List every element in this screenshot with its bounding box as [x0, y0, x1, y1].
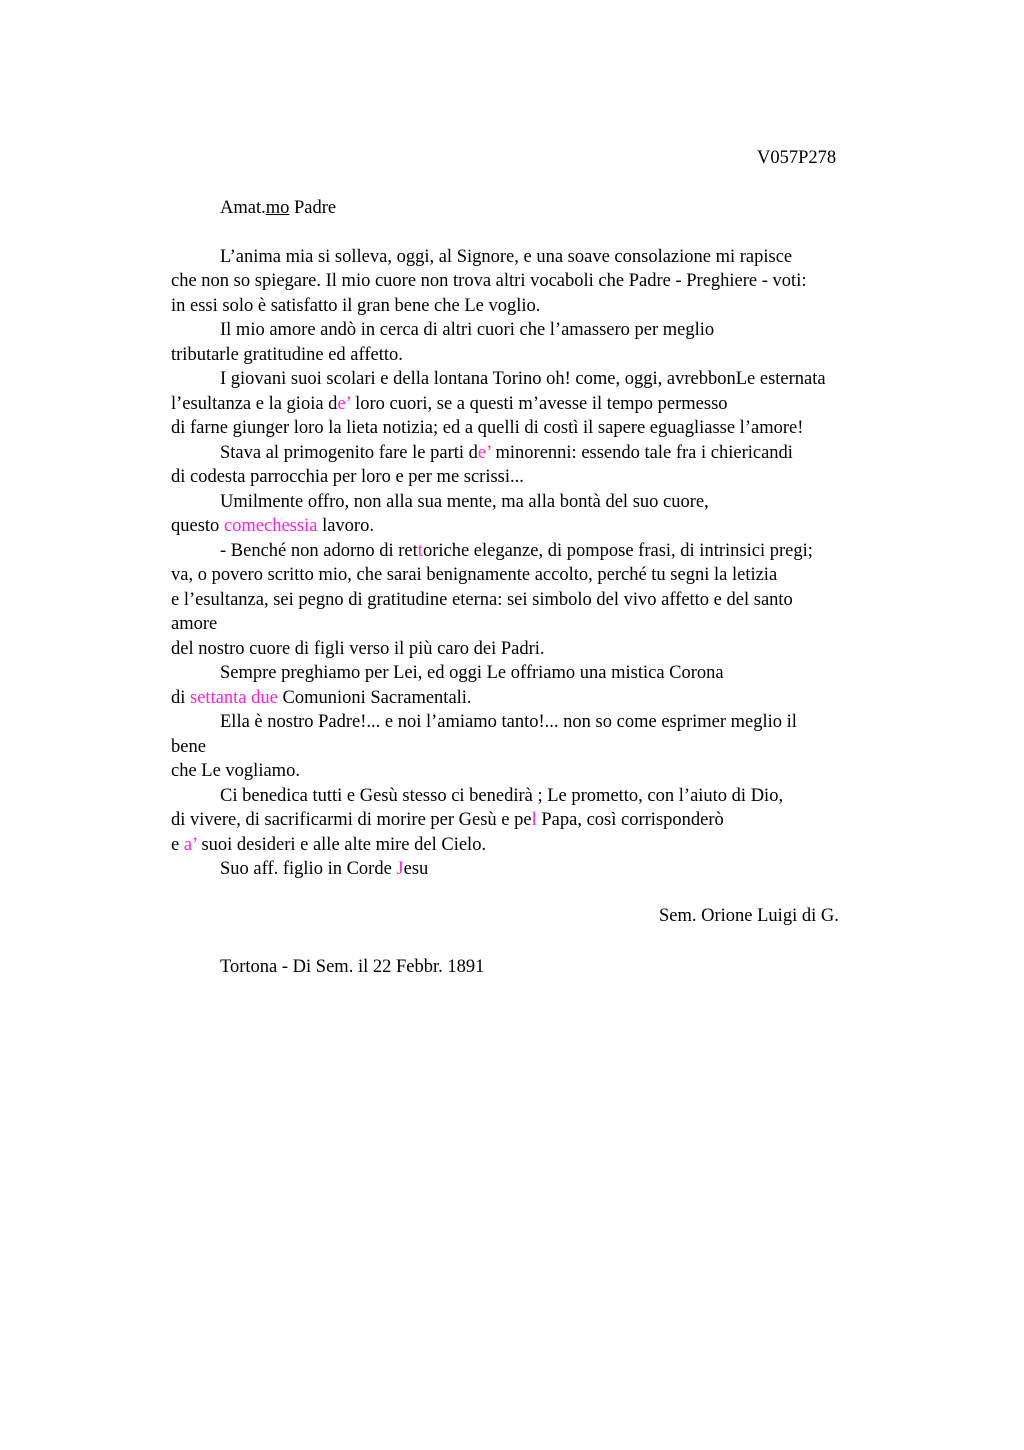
text-segment: Suo aff. figlio in Corde — [220, 859, 397, 879]
text-segment: Stava al primogenito fare le parti d — [220, 443, 478, 463]
text-segment: e — [171, 835, 184, 855]
salutation-underlined: mo — [265, 198, 290, 218]
highlighted-text: t — [417, 541, 423, 561]
text-line: Ci benedica tutti e Gesù stesso ci benedirà ; Le prometto, con l’aiuto di Dio, — [220, 786, 784, 806]
highlighted-text: a’ — [183, 835, 197, 855]
text-line: che non so spiegare. Il mio cuore non trova altri vocaboli che Padre - Preghiere - voti: — [171, 271, 807, 291]
text-segment: suoi desideri e alle alte mire del Cielo. — [196, 835, 487, 855]
text-line: I giovani suoi scolari e della lontana Torino oh! come, oggi, avrebbonLe esternata — [220, 369, 826, 389]
highlighted-text: l — [531, 810, 537, 830]
text-line — [171, 808, 724, 832]
text-segment: esu — [403, 859, 429, 879]
text-segment: di — [171, 688, 191, 708]
text-line: e l’esultanza, sei pegno di gratitudine eterna: sei simbolo del vivo affetto e del santo — [171, 590, 793, 610]
closing-line — [220, 857, 428, 881]
text-line: amore — [171, 614, 218, 634]
text-segment: Papa, così corrisponderò — [536, 810, 724, 830]
text-line: bene — [171, 737, 206, 757]
text-line: va, o povero scritto mio, che sarai benignamente accolto, perché tu segni la letizia — [171, 565, 778, 585]
text-line: L’anima mia si solleva, oggi, al Signore, e una soave consolazione mi rapisce — [220, 247, 793, 267]
text-segment: oriche eleganze, di pompose frasi, di intrinsici pregi; — [422, 541, 813, 561]
signature: Sem. Orione Luigi di G. — [659, 906, 839, 926]
text-segment: - Benché non adorno di ret — [220, 541, 418, 561]
text-line: in essi solo è satisfatto il gran bene che Le voglio. — [171, 296, 541, 316]
text-line: di farne giunger loro la lieta notizia; ed a quelli di costì il sapere eguagliasse l’amore! — [171, 418, 804, 438]
salutation-part: Amat. — [220, 198, 266, 218]
text-line: Il mio amore andò in cerca di altri cuori che l’amassero per meglio — [220, 320, 715, 340]
highlighted-text: e’ — [337, 394, 351, 414]
text-line — [171, 686, 472, 710]
text-line — [171, 392, 728, 416]
salutation — [220, 196, 336, 220]
highlighted-text: comechessia — [223, 516, 318, 536]
document-reference: V057P278 — [757, 148, 837, 168]
text-segment: l’esultanza e la gioia d — [171, 394, 338, 414]
text-line — [220, 539, 813, 563]
highlighted-text: e’ — [477, 443, 491, 463]
text-segment: di vivere, di sacrificarmi di morire per Gesù e pe — [171, 810, 532, 830]
text-segment: minorenni: essendo tale fra i chiericandi — [490, 443, 793, 463]
highlighted-text: J — [396, 859, 404, 879]
text-segment: Comunioni Sacramentali. — [277, 688, 472, 708]
text-line — [171, 514, 374, 538]
text-line: Umilmente offro, non alla sua mente, ma alla bontà del suo cuore, — [220, 492, 709, 512]
dateline: Tortona - Di Sem. il 22 Febbr. 1891 — [220, 957, 485, 977]
text-line: di codesta parrocchia per loro e per me scrissi... — [171, 467, 524, 487]
text-segment: questo — [171, 516, 224, 536]
text-segment: lavoro. — [317, 516, 374, 536]
text-segment: loro cuori, se a questi m’avesse il tempo permesso — [350, 394, 728, 414]
salutation-part: Padre — [289, 198, 337, 218]
text-line: Ella è nostro Padre!... e noi l’amiamo tanto!... non so come esprimer meglio il — [220, 712, 797, 732]
text-line: che Le vogliamo. — [171, 761, 300, 781]
text-line: tributarle gratitudine ed affetto. — [171, 345, 403, 365]
text-line: Sempre preghiamo per Lei, ed oggi Le offriamo una mistica Corona — [220, 663, 724, 683]
text-line: del nostro cuore di figli verso il più caro dei Padri. — [171, 639, 545, 659]
highlighted-text: settanta due — [190, 688, 278, 708]
text-line — [171, 833, 486, 857]
text-line — [220, 441, 793, 465]
